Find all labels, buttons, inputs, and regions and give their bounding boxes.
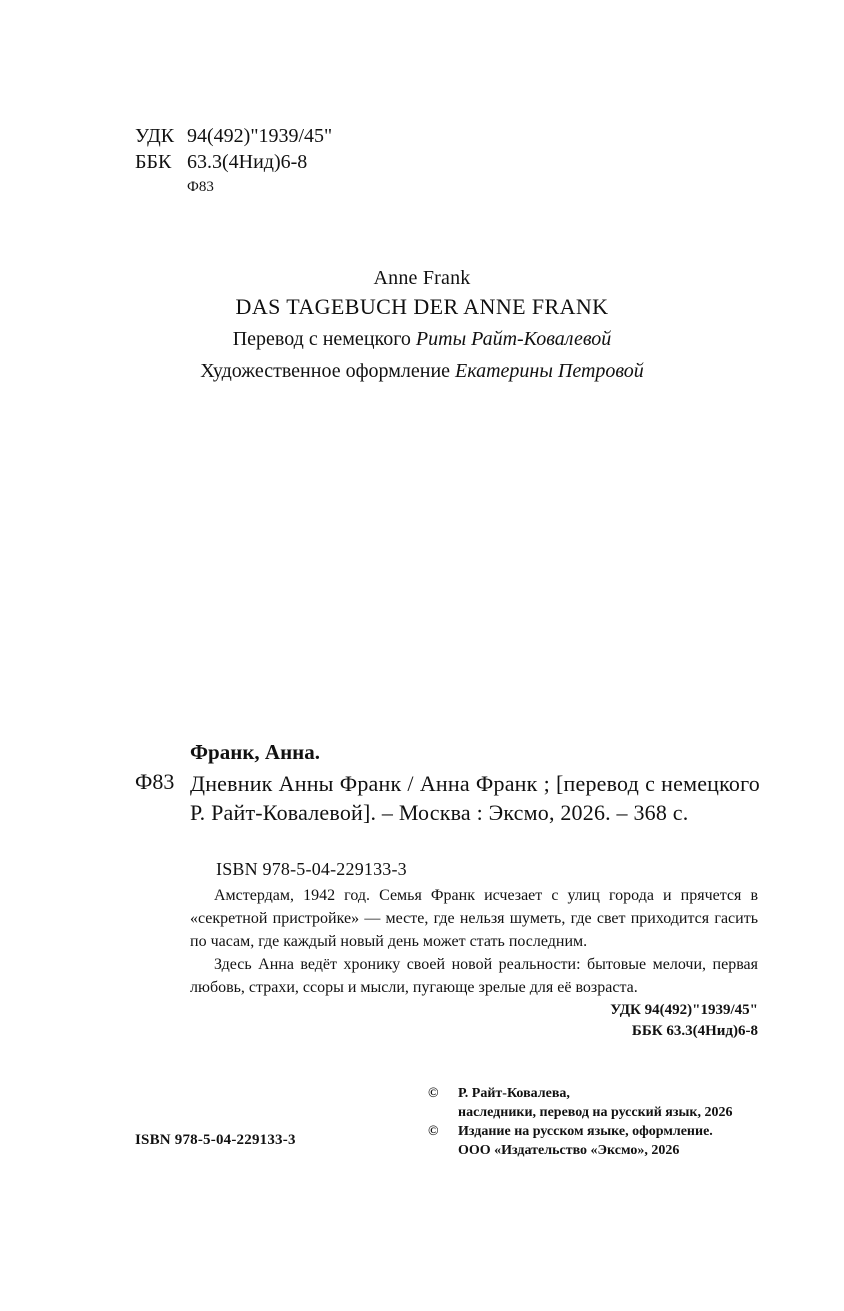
entry-description: Дневник Анны Франк / Анна Франк ; [перевод с немецкого Р. Райт-Ковалевой]. – Москва : Эксмо, 2026. – 368 с.: [190, 771, 760, 825]
entry-isbn: ISBN 978-5-04-229133-3: [216, 859, 407, 879]
copyright-row-2b: [428, 1141, 733, 1160]
bbk-row: [135, 149, 332, 175]
copyright-block: [428, 1084, 733, 1160]
translation-prefix: Перевод с немецкого: [232, 328, 411, 350]
bbk-value: 63.3(4Нид)6-8: [187, 151, 308, 173]
copyright-row-2: [428, 1122, 733, 1141]
copyright-spacer: [428, 1141, 458, 1160]
bbk-label: ББК: [135, 151, 172, 173]
udk-row: [135, 123, 332, 149]
annotation-paragraph-1: Амстердам, 1942 год. Семья Франк исчезает с улиц города и прячется в «секретной пристройке» — месте, где нельзя шуметь, где свет приходится гасить по часам, где каждый новый день может стать последним.: [190, 887, 758, 950]
copyright-line-1b: наследники, перевод на русский язык, 2026: [458, 1105, 733, 1120]
copyright-line-1a: Р. Райт-Ковалева,: [458, 1086, 570, 1101]
original-author: Anne Frank: [373, 267, 471, 289]
copyright-row-1: [428, 1084, 733, 1103]
isbn-bottom: ISBN 978-5-04-229133-3: [135, 1132, 296, 1148]
copyright-line-2a: Издание на русском языке, оформление.: [458, 1124, 713, 1139]
design-prefix: Художественное оформление: [200, 360, 451, 382]
entry-code: Ф83: [135, 769, 175, 794]
annotation: [190, 884, 758, 1041]
copyright-line-2b: ООО «Издательство «Эксмо», 2026: [458, 1143, 680, 1158]
annotation-bbk: ББК 63.3(4Нид)6-8: [631, 1023, 758, 1039]
annotation-udk: УДК 94(492)"1939/45": [610, 1002, 758, 1018]
entry-author: Франк, Анна.: [190, 740, 321, 764]
copyright-symbol: ©: [428, 1124, 439, 1139]
author-code: Ф83: [187, 179, 214, 195]
copyright-spacer: [428, 1103, 458, 1122]
udk-label: УДК: [135, 125, 175, 147]
udk-value: 94(492)"1939/45": [187, 125, 333, 147]
title-block: [0, 264, 844, 386]
translation-credit: [0, 324, 844, 354]
translator-name: Риты Райт-Ковалевой: [415, 328, 612, 350]
annotation-paragraph-2: Здесь Анна ведёт хронику своей новой реальности: бытовые мелочи, первая любовь, страхи, ссоры и мысли, пугающе зрелые для её возраста.: [190, 956, 758, 996]
copyright-row-1b: [428, 1103, 733, 1122]
catalog-block: [135, 123, 332, 197]
copyright-symbol: ©: [428, 1086, 439, 1101]
design-credit: [0, 356, 844, 386]
original-title: DAS TAGEBUCH DER ANNE FRANK: [235, 294, 609, 319]
designer-name: Екатерины Петровой: [455, 360, 644, 382]
